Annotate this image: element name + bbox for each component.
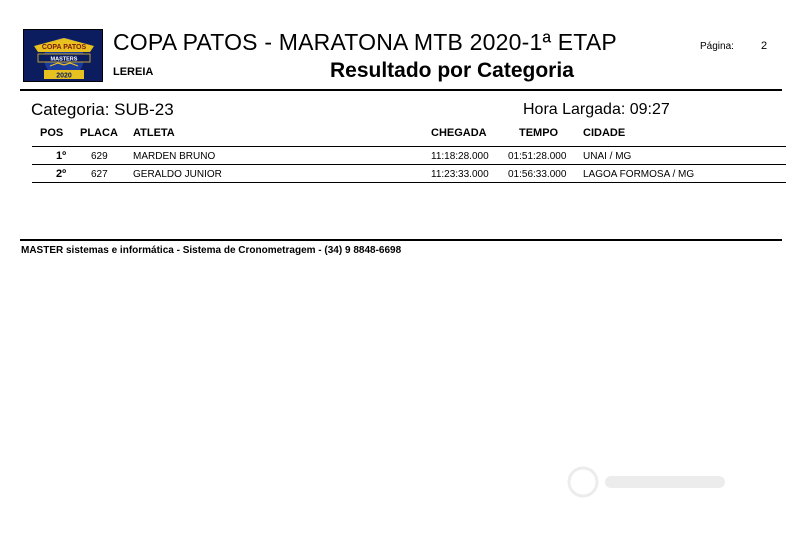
row-pos: 2º [56,168,67,180]
row-cidade: UNAI / MG [583,151,632,162]
report-title: COPA PATOS - MARATONA MTB 2020-1ª ETAP [113,29,617,55]
table-divider [32,182,786,183]
col-header-tempo: TEMPO [519,127,559,139]
table-divider [32,164,786,165]
col-header-pos: POS [40,127,64,139]
report-subtitle: Resultado por Categoria [330,59,574,82]
header-divider [20,89,782,91]
row-tempo: 01:56:33.000 [508,169,567,180]
col-header-cidade: CIDADE [583,127,626,139]
logo-text-top: COPA PATOS [41,44,87,51]
page-number: 2 [761,40,768,52]
row-placa: 627 [91,169,108,180]
location-label: LEREIA [113,66,154,78]
page-label: Página: [700,41,734,52]
category-title: Categoria: SUB-23 [31,100,174,119]
row-pos: 1º [56,150,67,162]
col-header-placa: PLACA [80,127,118,139]
start-time: Hora Largada: 09:27 [523,101,670,118]
row-chegada: 11:23:33.000 [431,169,489,180]
logo-text-year: 2020 [56,72,72,80]
footer-credit: MASTER sistemas e informática - Sistema de Cronometragem - (34) 9 8848-6698 [21,245,402,256]
col-header-chegada: CHEGADA [431,127,487,139]
footer-divider [20,239,782,241]
row-placa: 629 [91,151,108,162]
row-cidade: LAGOA FORMOSA / MG [583,169,695,180]
row-atleta: MARDEN BRUNO [133,151,216,162]
row-atleta: GERALDO JUNIOR [133,169,222,180]
watermark-icon [565,462,735,507]
table-divider [32,146,786,147]
logo-text-middle: MASTERS [50,56,78,63]
row-chegada: 11:18:28.000 [431,151,489,162]
row-tempo: 01:51:28.000 [508,151,567,162]
event-logo [23,29,103,82]
col-header-atleta: ATLETA [133,127,175,139]
